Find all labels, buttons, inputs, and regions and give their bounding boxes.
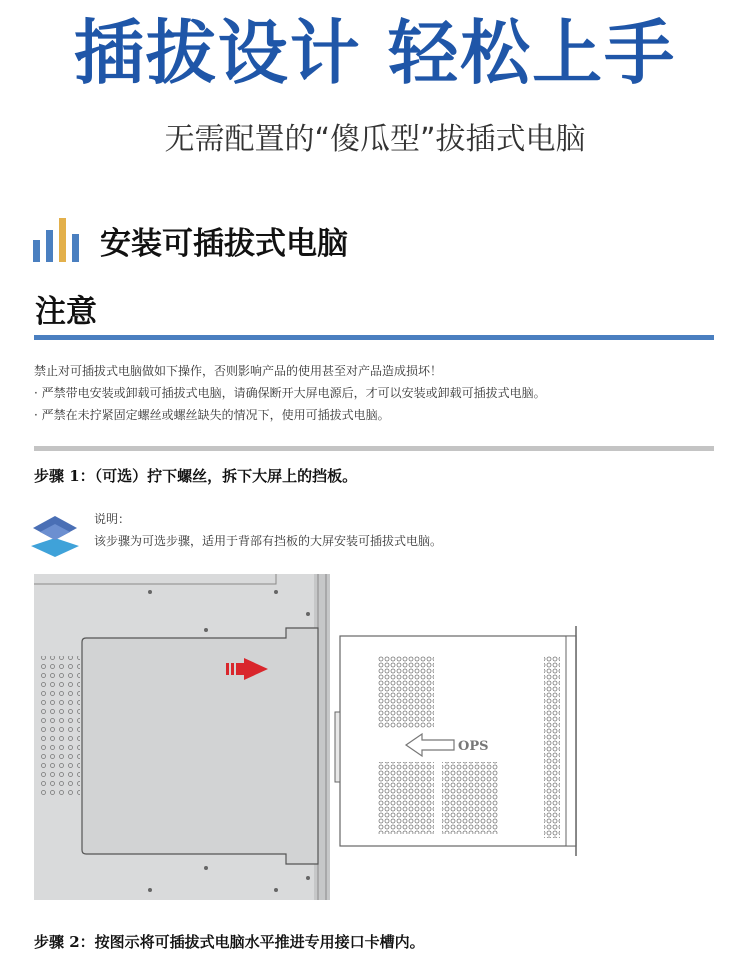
- ops-label: OPS: [458, 739, 489, 754]
- installation-diagram: [30, 572, 590, 904]
- bar-chart-icon: [32, 216, 84, 262]
- section-title: 安装可插拔式电脑: [100, 226, 348, 262]
- divider-gray: [34, 446, 714, 451]
- note-text: 该步骤为可选步骤，适用于背部有挡板的大屏安装可插拔式电脑。: [94, 534, 443, 548]
- hero-subtitle: 无需配置的“傻瓜型”拔插式电脑: [164, 122, 586, 157]
- notice-line: 禁止对可插拔式电脑做如下操作，否则影响产品的使用甚至对产品造成损坏！: [34, 364, 443, 378]
- notice-heading: 注意: [35, 294, 97, 330]
- screen-back-panel: [34, 574, 330, 900]
- divider-blue: [34, 335, 714, 340]
- notice-list: [34, 360, 546, 426]
- notice-line: · 严禁带电安装或卸载可插拔式电脑，请确保断开大屏电源后，才可以安装或卸载可插拔式电脑。: [34, 386, 546, 400]
- step-1-title: 步骤 1：（可选）拧下螺丝，拆下大屏上的挡板。: [34, 467, 358, 485]
- note-label: 说明：: [94, 512, 131, 526]
- note-block: [94, 508, 442, 552]
- step-2-title: 步骤 2：按图示将可插拔式电脑水平推进专用接口卡槽内。: [34, 933, 425, 951]
- layers-icon: [30, 514, 80, 558]
- notice-line: · 严禁在未拧紧固定螺丝或螺丝缺失的情况下，使用可插拔式电脑。: [34, 408, 390, 422]
- ops-module: [335, 626, 576, 856]
- hero-title: 插拔设计 轻松上手: [73, 12, 677, 94]
